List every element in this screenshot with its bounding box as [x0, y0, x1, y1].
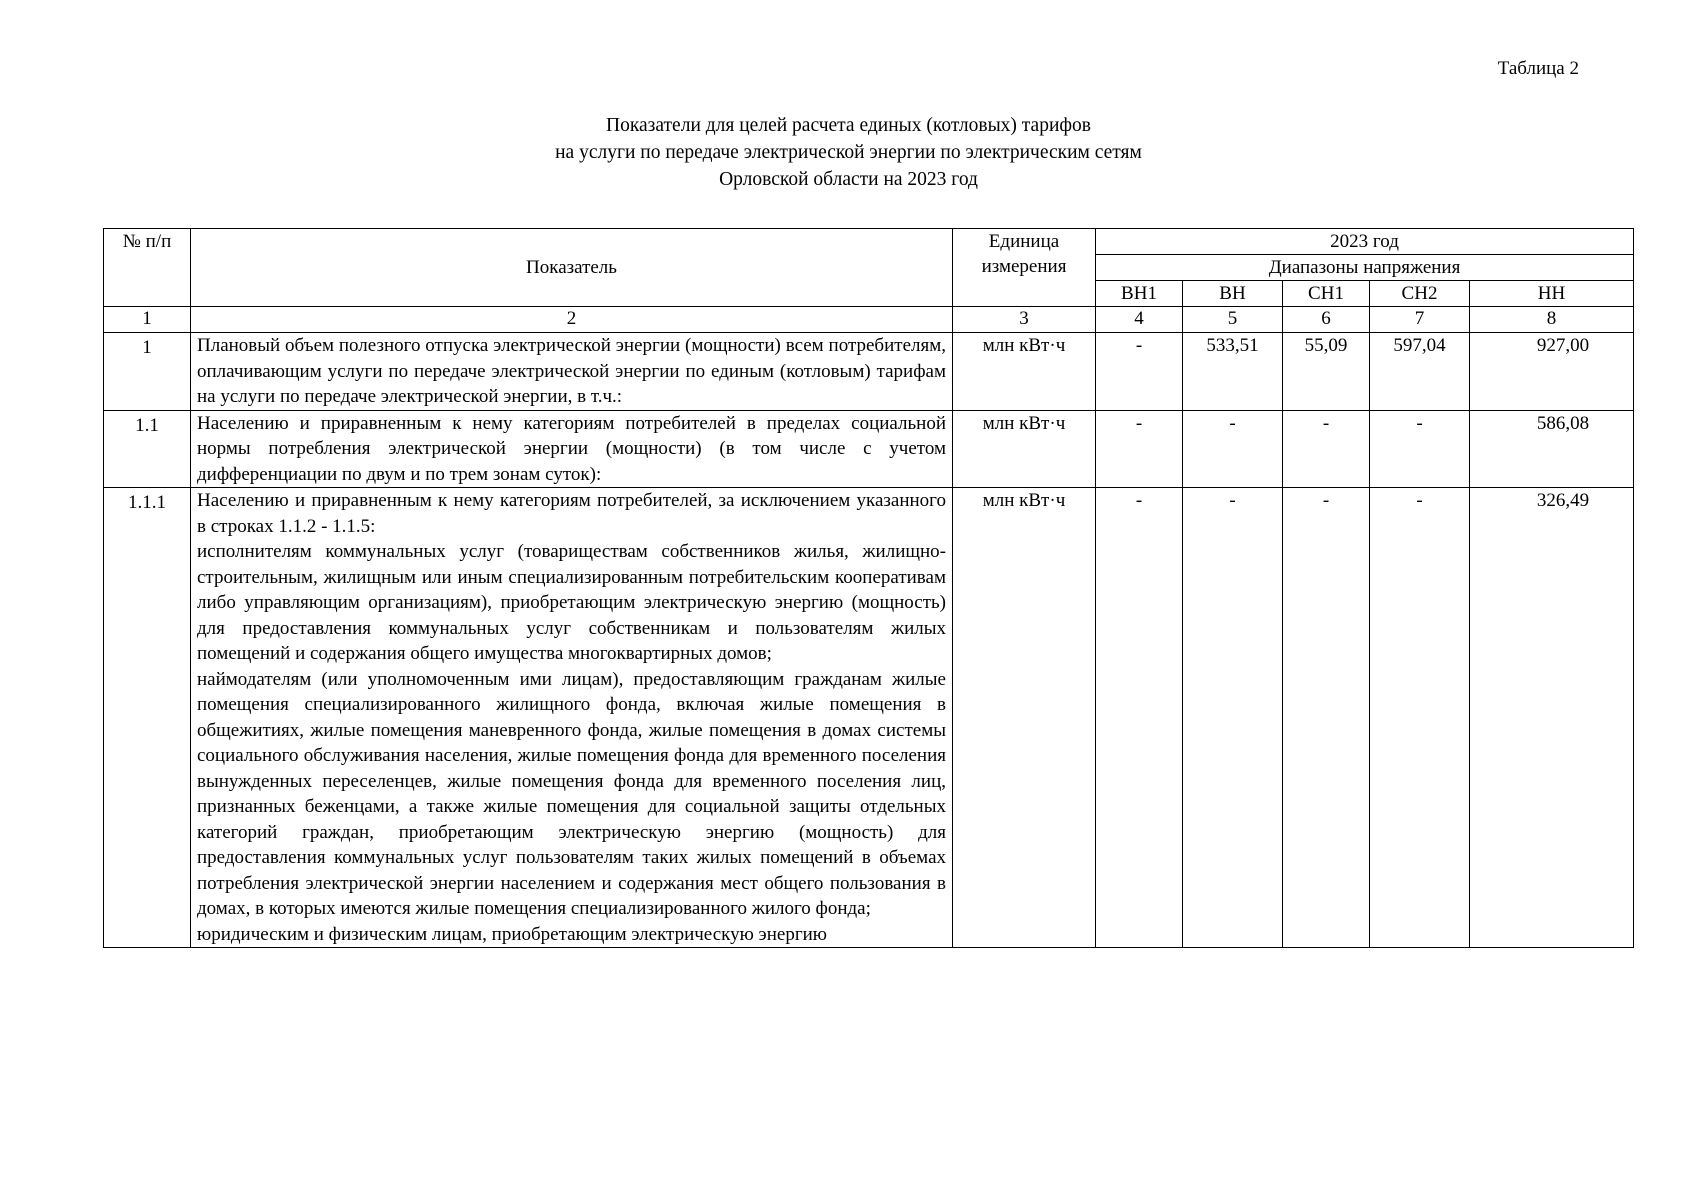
row-number: 1 — [104, 333, 191, 411]
header-year: 2023 год — [1096, 229, 1634, 255]
column-index: 1 — [104, 307, 191, 333]
column-index: 2 — [191, 307, 953, 333]
header-level-sn1: СН1 — [1283, 281, 1370, 307]
value-vn1: - — [1096, 333, 1183, 411]
row-unit: млн кВт·ч — [953, 333, 1096, 411]
column-index-row — [104, 307, 1634, 333]
value-sn1: 55,09 — [1283, 333, 1370, 411]
header-level-nn: НН — [1470, 281, 1634, 307]
header-voltage-ranges: Диапазоны напряжения — [1096, 255, 1634, 281]
value-nn: 326,49 — [1470, 488, 1634, 948]
table-row — [104, 488, 1634, 948]
row-indicator-text — [191, 410, 953, 488]
column-index: 8 — [1470, 307, 1634, 333]
document-title — [0, 112, 1697, 193]
row-unit: млн кВт·ч — [953, 410, 1096, 488]
value-vn: - — [1183, 410, 1283, 488]
indicator-paragraph: Населению и приравненным к нему категориям потребителей в пределах социальной нормы потребления электрической энергии (мощности) (в том числе с учетом дифференциации по двум и по трем зонам суток): — [197, 412, 946, 485]
table-number-label: Таблица 2 — [1497, 58, 1579, 79]
header-indicator: Показатель — [191, 229, 953, 307]
header-num: № п/п — [104, 229, 191, 307]
value-sn1: - — [1283, 410, 1370, 488]
header-level-vn: ВН — [1183, 281, 1283, 307]
value-sn1: - — [1283, 488, 1370, 948]
table-row — [104, 410, 1634, 488]
row-indicator-text — [191, 488, 953, 948]
row-unit: млн кВт·ч — [953, 488, 1096, 948]
indicator-paragraph: Населению и приравненным к нему категориям потребителей, за исключением указанного в строках 1.1.2 - 1.1.5: — [197, 490, 946, 537]
header-unit: Единица измерения — [953, 229, 1096, 307]
row-indicator-text — [191, 333, 953, 411]
indicator-paragraph: исполнителям коммунальных услуг (товариществам собственников жилья, жилищно-строительным, жилищным или иным специализированным потребительским кооперативам либо управляющим организациям), приобретающим электрическую энергию (мощность) для предоставления коммунальных услуг собственникам и пользователям жилых помещений и содержания общего имущества многоквартирных домов; — [197, 541, 946, 664]
header-level-vn1: ВН1 — [1096, 281, 1183, 307]
value-vn1: - — [1096, 488, 1183, 948]
header-row — [104, 229, 1634, 255]
row-number: 1.1.1 — [104, 488, 191, 948]
indicators-table — [103, 228, 1634, 948]
value-vn1: - — [1096, 410, 1183, 488]
row-number: 1.1 — [104, 410, 191, 488]
column-index: 7 — [1370, 307, 1470, 333]
value-sn2: - — [1370, 410, 1470, 488]
column-index: 6 — [1283, 307, 1370, 333]
column-index: 5 — [1183, 307, 1283, 333]
table-row — [104, 333, 1634, 411]
title-line: Показатели для целей расчета единых (котловых) тарифов — [606, 115, 1091, 136]
column-index: 3 — [953, 307, 1096, 333]
indicator-paragraph: Плановый объем полезного отпуска электрической энергии (мощности) всем потребителям, оплачивающим услуги по передаче электрической энергии по единым (котловым) тарифам на услуги по передаче электрической энергии, в т.ч.: — [197, 335, 946, 407]
value-sn2: 597,04 — [1370, 333, 1470, 411]
value-vn: 533,51 — [1183, 333, 1283, 411]
value-sn2: - — [1370, 488, 1470, 948]
column-index: 4 — [1096, 307, 1183, 333]
title-line: Орловской области на 2023 год — [719, 169, 978, 190]
indicator-paragraph: юридическим и физическим лицам, приобретающим электрическую энергию — [197, 923, 827, 945]
value-vn: - — [1183, 488, 1283, 948]
value-nn: 927,00 — [1470, 333, 1634, 411]
header-level-sn2: СН2 — [1370, 281, 1470, 307]
title-line: на услуги по передаче электрической энергии по электрическим сетям — [555, 142, 1142, 163]
indicator-paragraph: наймодателям (или уполномоченным ими лицам), предоставляющим гражданам жилые помещения специализированного жилищного фонда, включая жилые помещения в общежитиях, жилые помещения маневренного фонда, жилые помещения в домах системы социального обслуживания населения, жилые помещения фонда для временного поселения вынужденных переселенцев, жилые помещения фонда для временного поселения лиц, признанных беженцами, а также жилые помещения для социальной защиты отдельных категорий граждан, приобретающим электрическую энергию (мощность) для предоставления коммунальных услуг пользователям таких жилых помещений в объемах потребления электрической энергии населением и содержания мест общего пользования в домах, в которых имеются жилые помещения специализированного жилого фонда; — [197, 668, 946, 919]
value-nn: 586,08 — [1470, 410, 1634, 488]
